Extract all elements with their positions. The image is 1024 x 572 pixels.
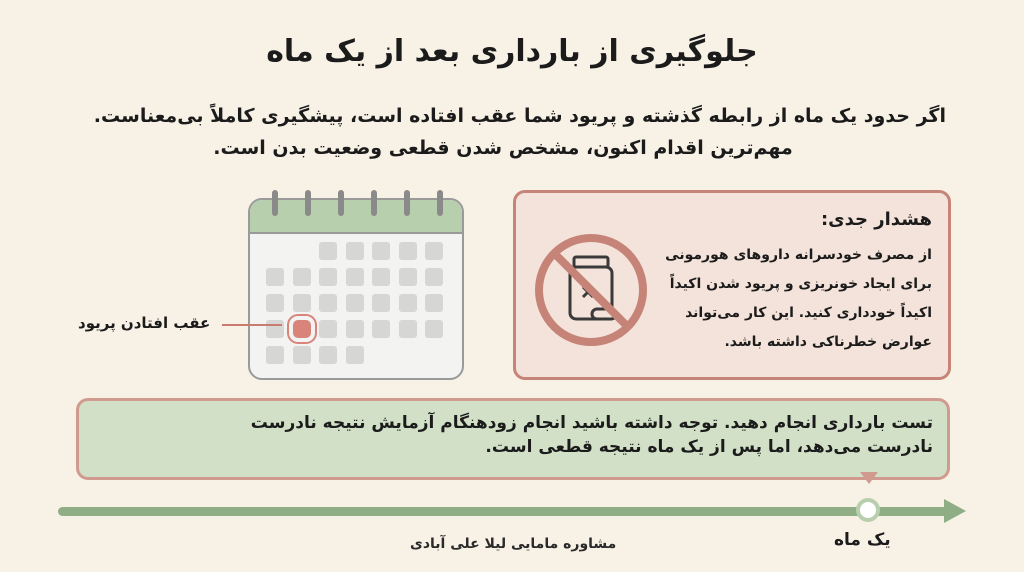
calendar-day: [346, 268, 364, 286]
late-period-pointer: [222, 324, 282, 326]
warning-box: [513, 190, 951, 380]
timeline-bar: [58, 507, 948, 516]
calendar-day: [293, 294, 311, 312]
calendar-day: [319, 268, 337, 286]
calendar-ring: [272, 190, 278, 216]
credit-text: مشاوره مامایی لیلا علی آبادی: [410, 536, 617, 552]
calendar-day: [346, 242, 364, 260]
intro-line: مهم‌ترین اقدام اکنون، مشخص شدن قطعی وضعیت بدن است.: [213, 137, 793, 159]
calendar-day: [372, 268, 390, 286]
calendar-ring: [437, 190, 443, 216]
pregnancy-test-text: [251, 411, 933, 459]
calendar-ring: [404, 190, 410, 216]
calendar-day: [319, 294, 337, 312]
calendar-day: [425, 242, 443, 260]
warning-text: [662, 241, 932, 357]
test-line: نادرست می‌دهد، اما پس از یک ماه نتیجه قطعی است.: [485, 437, 933, 457]
calendar-header: [250, 200, 462, 234]
calendar-day: [266, 346, 284, 364]
calendar-day: [266, 320, 284, 338]
calendar-day: [425, 320, 443, 338]
calendar-day: [293, 346, 311, 364]
calendar-day: [319, 242, 337, 260]
calendar-day: [399, 294, 417, 312]
calendar-day: [425, 294, 443, 312]
calendar-day: [399, 320, 417, 338]
test-line: تست بارداری انجام دهید. توجه داشته باشید انجام زودهنگام آزمایش نتیجه نادرست: [250, 413, 933, 433]
calendar-ring: [338, 190, 344, 216]
warning-line: از مصرف خودسرانه داروهای هورمونی: [665, 247, 932, 263]
no-medication-icon: [532, 231, 650, 349]
timeline-arrow-icon: [944, 499, 966, 523]
calendar-day: [346, 320, 364, 338]
timeline-marker: [856, 498, 880, 522]
pregnancy-test-box: [76, 398, 950, 480]
calendar-day: [425, 268, 443, 286]
calendar-day: [399, 242, 417, 260]
intro-text: [60, 100, 946, 164]
calendar-day: [319, 346, 337, 364]
calendar-day: [372, 320, 390, 338]
warning-title: هشدار جدی:: [820, 209, 932, 230]
calendar-day: [266, 294, 284, 312]
timeline-label: یک ماه: [834, 530, 891, 550]
calendar-day: [399, 268, 417, 286]
late-period-day: [293, 320, 311, 338]
calendar-day: [346, 294, 364, 312]
late-period-label: عقب افتادن پریود: [78, 314, 211, 332]
intro-line: اگر حدود یک ماه از رابطه گذشته و پریود شما عقب افتاده است، پیشگیری کاملاً بی‌معناست.: [93, 105, 946, 127]
calendar-grid: [266, 242, 450, 364]
warning-line: برای ایجاد خونریزی و پریود شدن اکیداً: [669, 276, 932, 292]
calendar-day: [372, 242, 390, 260]
calendar-day: [266, 268, 284, 286]
calendar-day: [293, 268, 311, 286]
callout-pointer: [860, 472, 878, 484]
calendar-icon: [248, 198, 464, 380]
calendar-day: [372, 294, 390, 312]
calendar-day: [346, 346, 364, 364]
calendar-day: [319, 320, 337, 338]
calendar-ring: [371, 190, 377, 216]
calendar-ring: [305, 190, 311, 216]
warning-line: اکیداً خودداری کنید. این کار می‌تواند: [685, 305, 932, 321]
page-title: جلوگیری از بارداری بعد از یک ماه: [266, 34, 758, 69]
warning-line: عوارض خطرناکی داشته باشد.: [724, 334, 932, 350]
